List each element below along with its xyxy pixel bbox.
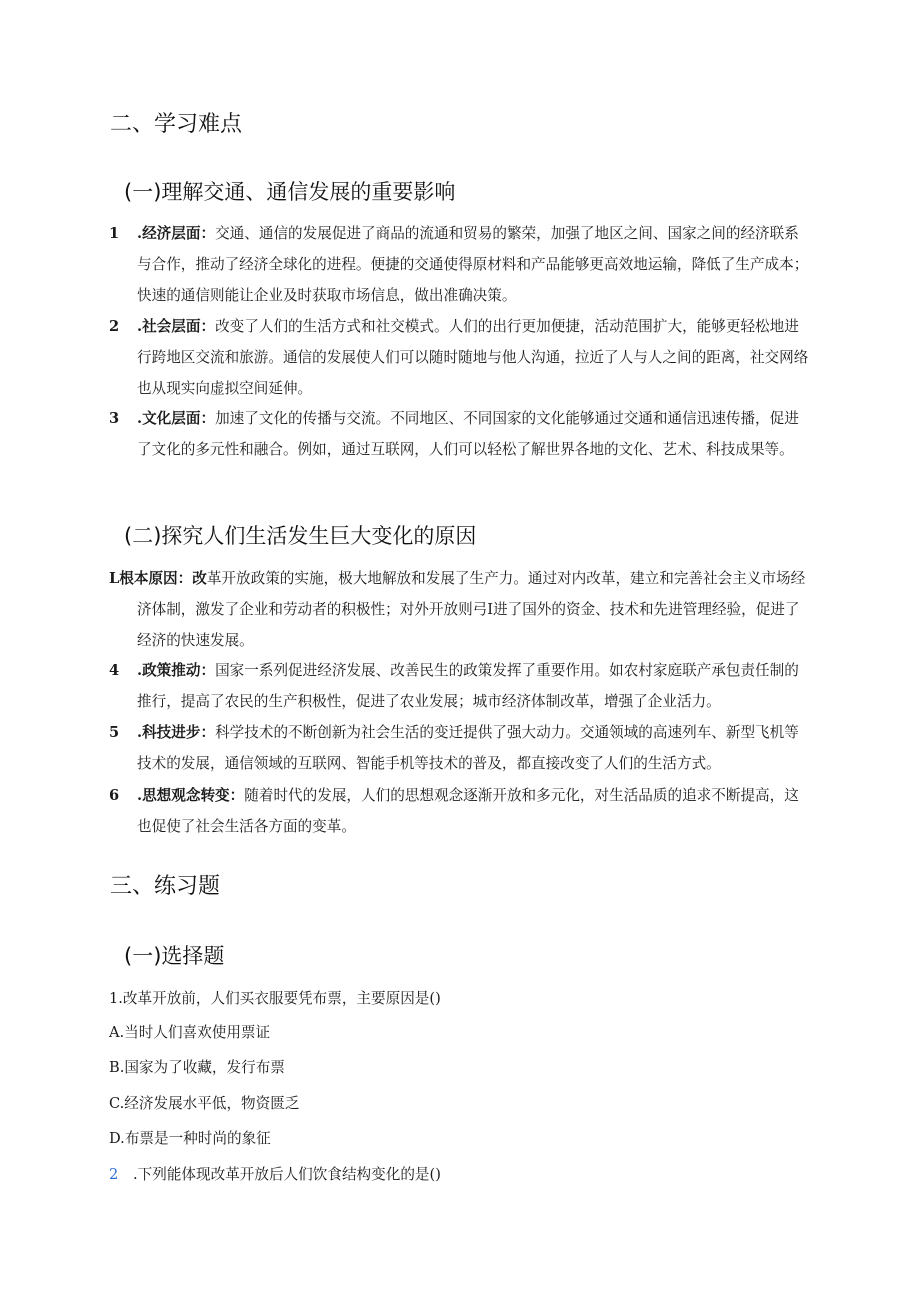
item-label: .思想观念转变：: [137, 787, 245, 804]
subsection-heading-transport-impact: (一)理解交通、通信发展的重要影响: [124, 180, 456, 204]
subsection-heading-multiple-choice: (一)选择题: [124, 944, 225, 968]
option-c: C.经济发展水平低，物资匮乏: [109, 1095, 300, 1112]
list-item: [109, 218, 809, 311]
subsection-heading-life-change-causes: (二)探究人们生活发生巨大变化的原因: [124, 524, 477, 548]
item-text: 科学技术的不断创新为社会生活的变迁提供了强大动力。交通领域的高速列车、新型飞机等技术的发展，通信领域的互联网、智能手机等技术的普及，都直接改变了人们的生活方式。: [137, 724, 799, 772]
item-number: 1: [109, 225, 120, 242]
item-number: 5: [109, 724, 120, 741]
list-item: [109, 563, 809, 656]
question-text: .下列能体现改革开放后人们饮食结构变化的是(): [133, 1166, 441, 1183]
item-label: .文化层面：: [137, 410, 216, 427]
list-item: [109, 717, 809, 779]
list-item: [109, 403, 809, 465]
item-number: 4: [109, 662, 120, 679]
question-stem: [109, 1163, 809, 1187]
item-number: 6: [109, 787, 120, 804]
option-d: D.布票是一种时尚的象征: [109, 1130, 271, 1147]
item-text: 加速了文化的传播与交流。不同地区、不同国家的文化能够通过交通和通信迅速传播，促进了文化的多元性和融合。例如，通过互联网，人们可以轻松了解世界各地的文化、艺术、科技成果等。: [137, 410, 799, 458]
item-text: 交通、通信的发展促进了商品的流通和贸易的繁荣，加强了地区之间、国家之间的经济联系与合作，推动了经济全球化的进程。便捷的交通使得原材料和产品能够更高效地运输，降低了生产成本；快速的通信则能让企业及时获取市场信息，做出准确决策。: [137, 225, 809, 304]
item-label: .政策推动：: [137, 662, 216, 679]
item-text: 随着时代的发展，人们的思想观念逐渐开放和多元化，对生活品质的追求不断提高，这也促使了社会生活各方面的变革。: [137, 787, 799, 835]
question-stem: 1.改革开放前，人们买衣服要凭布票，主要原因是(): [109, 990, 441, 1007]
item-label: .科技进步：: [137, 724, 216, 741]
section-heading-learning-difficulties: 二、学习难点: [110, 112, 243, 137]
section-heading-exercises: 三、练习题: [110, 874, 221, 899]
list-item: [109, 780, 809, 842]
item-text: 改变了人们的生活方式和社交模式。人们的出行更加便捷，活动范围扩大，能够更轻松地进行跨地区交流和旅游。通信的发展使人们可以随时随地与他人沟通，拉近了人与人之间的距离，社交网络也从现实向虚拟空间延伸。: [137, 318, 809, 397]
question-number: 2: [109, 1166, 119, 1183]
item-text: 国家一系列促进经济发展、改善民生的政策发挥了重要作用。如农村家庭联产承包责任制的推行，提高了农民的生产积极性，促进了农业发展；城市经济体制改革，增强了企业活力。: [137, 662, 799, 710]
item-text: 革开放政策的实施，极大地解放和发展了生产力。通过对内改革，建立和完善社会主义市场经济体制，激发了企业和劳动者的积极性；对外开放则弓I进了国外的资金、技术和先进管理经验，促进了经济的快速发展。: [137, 570, 806, 649]
option-a: A.当时人们喜欢使用票证: [109, 1024, 271, 1041]
item-number: 3: [109, 410, 120, 427]
item-label: .经济层面：: [137, 225, 216, 242]
option-b: B.国家为了收藏，发行布票: [109, 1059, 285, 1076]
list-item: [109, 655, 809, 717]
item-label: L根本原因：改: [109, 570, 207, 587]
item-number: 2: [109, 318, 120, 335]
list-item: [109, 311, 809, 404]
item-label: .社会层面：: [137, 318, 216, 335]
